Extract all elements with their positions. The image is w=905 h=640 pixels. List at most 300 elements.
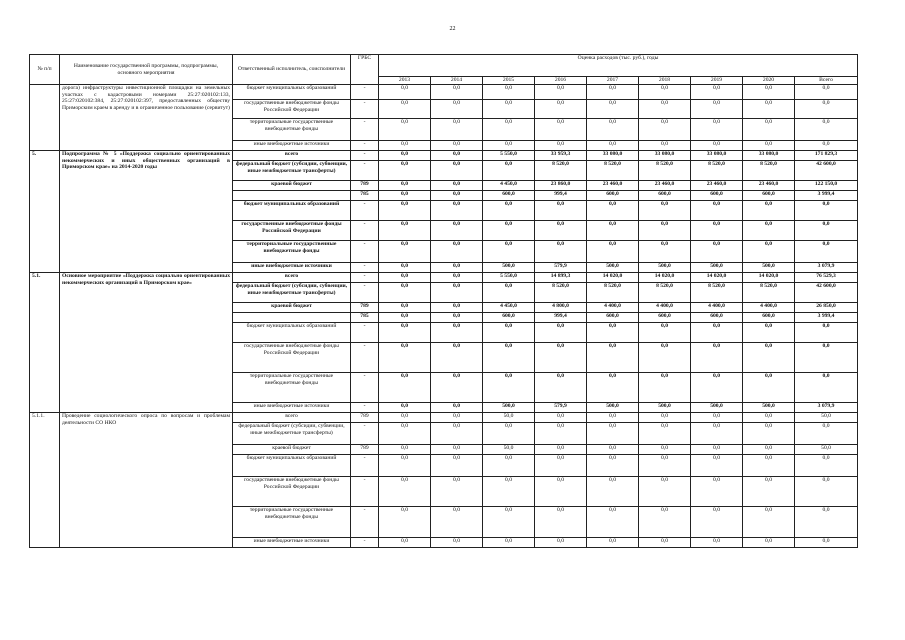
year-value: 0,0: [691, 538, 743, 548]
year-value: 0,0: [743, 85, 795, 100]
funding-source: всего: [233, 273, 351, 283]
row-number: [30, 85, 60, 151]
total-value: 122 150,0: [795, 181, 858, 191]
total-value: 3 079,9: [795, 263, 858, 273]
total-value: 0,0: [795, 85, 858, 100]
year-value: 0,0: [379, 100, 431, 119]
year-value: 500,0: [483, 403, 535, 413]
total-value: 76 529,3: [795, 273, 858, 283]
year-value: 4 450,0: [483, 181, 535, 191]
year-value: 0,0: [431, 507, 483, 538]
year-value: 0,0: [431, 403, 483, 413]
year-value: 0,0: [431, 141, 483, 151]
year-value: 4 800,0: [535, 303, 587, 313]
header-year: 2013: [379, 77, 431, 85]
year-value: 14 020,0: [639, 273, 691, 283]
total-value: 3 999,4: [795, 313, 858, 323]
year-value: 500,0: [483, 263, 535, 273]
grbs-code: -: [351, 151, 379, 161]
year-value: 0,0: [587, 373, 639, 403]
year-value: 0,0: [379, 119, 431, 141]
year-value: 0,0: [743, 507, 795, 538]
year-value: 0,0: [691, 119, 743, 141]
table-row: [30, 413, 858, 423]
total-value: 26 850,0: [795, 303, 858, 313]
table-row: [30, 151, 858, 161]
funding-source: бюджет муниципальных образований: [233, 323, 351, 343]
funding-source: иные внебюджетные источники: [233, 403, 351, 413]
funding-source: государственные внебюджетные фонды Российской Федерации: [233, 100, 351, 119]
year-value: 0,0: [587, 538, 639, 548]
year-value: 0,0: [431, 477, 483, 507]
year-value: 0,0: [431, 181, 483, 191]
year-value: 0,0: [535, 413, 587, 423]
year-value: 500,0: [743, 263, 795, 273]
year-value: 0,0: [431, 201, 483, 221]
year-value: 0,0: [639, 455, 691, 477]
total-value: 0,0: [795, 373, 858, 403]
year-value: 0,0: [691, 445, 743, 455]
year-value: 0,0: [483, 477, 535, 507]
year-value: 0,0: [639, 445, 691, 455]
year-value: 0,0: [743, 477, 795, 507]
year-value: 0,0: [691, 85, 743, 100]
year-value: 0,0: [535, 477, 587, 507]
grbs-code: -: [351, 455, 379, 477]
grbs-code: -: [351, 273, 379, 283]
year-value: 500,0: [639, 403, 691, 413]
year-value: 14 020,0: [743, 273, 795, 283]
year-value: 0,0: [379, 323, 431, 343]
grbs-code: -: [351, 538, 379, 548]
year-value: 0,0: [691, 455, 743, 477]
year-value: 8 520,0: [587, 283, 639, 303]
header-year: 2015: [483, 77, 535, 85]
year-value: 0,0: [587, 477, 639, 507]
year-value: 0,0: [691, 423, 743, 445]
year-value: 33 080,0: [587, 151, 639, 161]
year-value: 600,0: [639, 313, 691, 323]
year-value: 0,0: [535, 373, 587, 403]
total-value: 0,0: [795, 507, 858, 538]
year-value: 0,0: [691, 241, 743, 263]
year-value: 0,0: [639, 507, 691, 538]
funding-source: краевой бюджет: [233, 445, 351, 455]
year-value: 0,0: [431, 273, 483, 283]
grbs-code: -: [351, 100, 379, 119]
year-value: 0,0: [431, 263, 483, 273]
year-value: 0,0: [587, 445, 639, 455]
year-value: 0,0: [535, 141, 587, 151]
year-value: 4 450,0: [483, 303, 535, 313]
header-year: 2018: [639, 77, 691, 85]
year-value: 0,0: [535, 538, 587, 548]
year-value: 0,0: [483, 455, 535, 477]
year-value: 600,0: [639, 191, 691, 201]
table-body: [30, 85, 858, 548]
year-value: 0,0: [431, 413, 483, 423]
year-value: 0,0: [743, 445, 795, 455]
year-value: 0,0: [379, 477, 431, 507]
table-header: [30, 55, 858, 85]
year-value: 0,0: [743, 423, 795, 445]
year-value: 23 460,0: [639, 181, 691, 191]
year-value: 0,0: [379, 283, 431, 303]
year-value: 0,0: [379, 445, 431, 455]
total-value: 0,0: [795, 241, 858, 263]
year-value: 500,0: [743, 403, 795, 413]
program-name: Проведение социологического опроса по вопросам и проблемам деятельности СО НКО: [60, 413, 233, 548]
year-value: 8 520,0: [639, 283, 691, 303]
funding-source: государственные внебюджетные фонды Российской Федерации: [233, 221, 351, 241]
year-value: 0,0: [587, 323, 639, 343]
header-year: 2017: [587, 77, 639, 85]
year-value: 0,0: [535, 201, 587, 221]
header-num: № п/п: [30, 55, 60, 85]
year-value: 0,0: [691, 221, 743, 241]
year-value: 0,0: [743, 221, 795, 241]
grbs-code: -: [351, 477, 379, 507]
year-value: 8 520,0: [743, 283, 795, 303]
year-value: 23 460,0: [587, 181, 639, 191]
funding-source: краевой бюджет: [233, 181, 351, 191]
year-value: 0,0: [691, 141, 743, 151]
year-value: 0,0: [743, 100, 795, 119]
program-name: Основное мероприятие «Поддержка социально ориентированных некоммерческих организаций в Приморском крае»: [60, 273, 233, 413]
year-value: 0,0: [535, 343, 587, 373]
funding-source: иные внебюджетные источники: [233, 141, 351, 151]
year-value: 23 460,0: [691, 181, 743, 191]
year-value: 0,0: [379, 241, 431, 263]
year-value: 0,0: [587, 221, 639, 241]
year-value: 0,0: [379, 191, 431, 201]
year-value: 0,0: [379, 343, 431, 373]
year-value: 0,0: [691, 413, 743, 423]
year-value: 0,0: [639, 343, 691, 373]
header-grbs: ГРБС: [351, 55, 379, 85]
year-value: 600,0: [587, 191, 639, 201]
header-year: 2016: [535, 77, 587, 85]
year-value: 0,0: [743, 413, 795, 423]
year-value: 8 520,0: [743, 161, 795, 181]
year-value: 0,0: [483, 100, 535, 119]
year-value: 0,0: [483, 201, 535, 221]
year-value: 0,0: [587, 423, 639, 445]
funding-source: государственные внебюджетные фонды Российской Федерации: [233, 343, 351, 373]
year-value: 0,0: [379, 507, 431, 538]
year-value: 0,0: [691, 201, 743, 221]
funding-source: федеральный бюджет (субсидии, субвенции, иные межбюджетные трансферты): [233, 161, 351, 181]
grbs-code: 785: [351, 191, 379, 201]
header-year: 2019: [691, 77, 743, 85]
year-value: 600,0: [691, 191, 743, 201]
year-value: 0,0: [379, 413, 431, 423]
year-value: 50,0: [483, 413, 535, 423]
year-value: 0,0: [431, 100, 483, 119]
year-value: 33 080,0: [639, 151, 691, 161]
year-value: 0,0: [535, 119, 587, 141]
row-number: 5.1.: [30, 273, 60, 413]
year-value: 0,0: [483, 373, 535, 403]
total-value: 0,0: [795, 477, 858, 507]
grbs-code: -: [351, 119, 379, 141]
program-name: дорога) инфраструктуры инвестиционной площадки на земельных участках с кадастровыми номерами 25:27:020102:133, 25:27:020102:384, 25:27:020102:397, предоставленных обществу Приморским краем в аренду и в ограниченное пользование (сервитут): [60, 85, 233, 151]
year-value: 0,0: [639, 423, 691, 445]
year-value: 0,0: [743, 119, 795, 141]
total-value: 0,0: [795, 538, 858, 548]
grbs-code: -: [351, 283, 379, 303]
year-value: 0,0: [691, 100, 743, 119]
grbs-code: 789: [351, 303, 379, 313]
year-value: 0,0: [639, 373, 691, 403]
funding-source: федеральный бюджет (субсидии, субвенции, иные межбюджетные трансферты): [233, 283, 351, 303]
year-value: 4 400,0: [691, 303, 743, 313]
total-value: 0,0: [795, 423, 858, 445]
year-value: 0,0: [431, 455, 483, 477]
year-value: 0,0: [743, 455, 795, 477]
year-value: 0,0: [743, 141, 795, 151]
program-name: Подпрограмма № 5 «Поддержка социально ориентированных некоммерческих и иных общественных организаций в Приморском крае» на 2014-2020 годы: [60, 151, 233, 273]
year-value: 999,4: [535, 313, 587, 323]
funding-source: [233, 313, 351, 323]
year-value: 0,0: [379, 141, 431, 151]
year-value: 600,0: [691, 313, 743, 323]
grbs-code: 785: [351, 313, 379, 323]
year-value: 0,0: [379, 538, 431, 548]
grbs-code: -: [351, 161, 379, 181]
year-value: 0,0: [379, 313, 431, 323]
year-value: 0,0: [379, 455, 431, 477]
year-value: 0,0: [431, 85, 483, 100]
total-value: 42 600,0: [795, 283, 858, 303]
total-value: 0,0: [795, 455, 858, 477]
year-value: 8 520,0: [535, 283, 587, 303]
year-value: 0,0: [691, 373, 743, 403]
year-value: 0,0: [431, 373, 483, 403]
total-value: 42 600,0: [795, 161, 858, 181]
funding-source: территориальные государственные внебюджетные фонды: [233, 241, 351, 263]
year-value: 23 460,0: [743, 181, 795, 191]
total-value: 3 999,4: [795, 191, 858, 201]
year-value: 0,0: [431, 221, 483, 241]
year-value: 0,0: [535, 507, 587, 538]
funding-source: краевой бюджет: [233, 303, 351, 313]
header-name: Наименование государственной программы, подпрограммы, основного мероприятия: [60, 55, 233, 85]
year-value: 5 550,0: [483, 273, 535, 283]
grbs-code: -: [351, 507, 379, 538]
year-value: 0,0: [639, 323, 691, 343]
year-value: 0,0: [483, 85, 535, 100]
year-value: 8 520,0: [691, 161, 743, 181]
year-value: 600,0: [483, 191, 535, 201]
year-value: 0,0: [535, 423, 587, 445]
year-value: 0,0: [743, 241, 795, 263]
year-value: 33 959,3: [535, 151, 587, 161]
funding-source: всего: [233, 151, 351, 161]
year-value: 8 520,0: [587, 161, 639, 181]
year-value: 8 520,0: [691, 283, 743, 303]
funding-source: государственные внебюджетные фонды Российской Федерации: [233, 477, 351, 507]
header-total: Всего: [795, 77, 858, 85]
year-value: 0,0: [535, 221, 587, 241]
year-value: 0,0: [535, 100, 587, 119]
funding-source: территориальные государственные внебюджетные фонды: [233, 507, 351, 538]
year-value: 23 860,0: [535, 181, 587, 191]
year-value: 0,0: [483, 283, 535, 303]
year-value: 8 520,0: [535, 161, 587, 181]
year-value: 0,0: [639, 119, 691, 141]
year-value: 0,0: [431, 423, 483, 445]
year-value: 0,0: [483, 538, 535, 548]
year-value: 0,0: [483, 119, 535, 141]
year-value: 0,0: [639, 201, 691, 221]
table-row: [30, 85, 858, 100]
year-value: 0,0: [691, 507, 743, 538]
year-value: 0,0: [483, 507, 535, 538]
page-number: 22: [449, 26, 456, 32]
year-value: 0,0: [535, 455, 587, 477]
funding-source: территориальные государственные внебюджетные фонды: [233, 119, 351, 141]
header-responsible: Ответственный исполнитель, соисполнители: [233, 55, 351, 85]
grbs-code: 789: [351, 445, 379, 455]
year-value: 0,0: [379, 303, 431, 313]
year-value: 0,0: [639, 100, 691, 119]
budget-table: [29, 54, 858, 548]
grbs-code: -: [351, 343, 379, 373]
grbs-code: -: [351, 323, 379, 343]
year-value: 0,0: [431, 161, 483, 181]
year-value: 0,0: [587, 119, 639, 141]
row-number: 5.: [30, 151, 60, 273]
header-year: 2020: [743, 77, 795, 85]
total-value: 0,0: [795, 221, 858, 241]
year-value: 0,0: [431, 323, 483, 343]
year-value: 0,0: [691, 477, 743, 507]
grbs-code: -: [351, 373, 379, 403]
year-value: 0,0: [431, 119, 483, 141]
year-value: 0,0: [587, 201, 639, 221]
year-value: 500,0: [691, 403, 743, 413]
year-value: 0,0: [587, 85, 639, 100]
grbs-code: -: [351, 85, 379, 100]
year-value: 500,0: [587, 403, 639, 413]
year-value: 0,0: [535, 445, 587, 455]
year-value: 0,0: [483, 323, 535, 343]
year-value: 500,0: [587, 263, 639, 273]
funding-source: всего: [233, 413, 351, 423]
table-row: [30, 273, 858, 283]
year-value: 600,0: [743, 191, 795, 201]
year-value: 600,0: [483, 313, 535, 323]
total-value: 50,0: [795, 445, 858, 455]
header-year: 2014: [431, 77, 483, 85]
year-value: 0,0: [639, 85, 691, 100]
year-value: 0,0: [587, 241, 639, 263]
year-value: 0,0: [483, 241, 535, 263]
year-value: 0,0: [639, 477, 691, 507]
year-value: 0,0: [639, 538, 691, 548]
grbs-code: -: [351, 263, 379, 273]
year-value: 0,0: [379, 85, 431, 100]
funding-source: иные внебюджетные источники: [233, 538, 351, 548]
grbs-code: 789: [351, 413, 379, 423]
year-value: 0,0: [431, 151, 483, 161]
year-value: 0,0: [431, 191, 483, 201]
year-value: 579,9: [535, 403, 587, 413]
year-value: 0,0: [587, 413, 639, 423]
total-value: 0,0: [795, 141, 858, 151]
year-value: 0,0: [431, 283, 483, 303]
year-value: 0,0: [379, 373, 431, 403]
year-value: 0,0: [587, 100, 639, 119]
funding-source: федеральный бюджет (субсидии, субвенции, иные межбюджетные трансферты): [233, 423, 351, 445]
year-value: 999,4: [535, 191, 587, 201]
year-value: 0,0: [379, 273, 431, 283]
year-value: 4 400,0: [587, 303, 639, 313]
year-value: 0,0: [379, 221, 431, 241]
year-value: 0,0: [379, 201, 431, 221]
year-value: 5 550,0: [483, 151, 535, 161]
grbs-code: -: [351, 403, 379, 413]
year-value: 500,0: [639, 263, 691, 273]
year-value: 0,0: [483, 221, 535, 241]
total-value: 0,0: [795, 201, 858, 221]
funding-source: иные внебюджетные источники: [233, 263, 351, 273]
year-value: 0,0: [691, 343, 743, 373]
year-value: 0,0: [743, 538, 795, 548]
year-value: 0,0: [431, 313, 483, 323]
total-value: 171 829,3: [795, 151, 858, 161]
year-value: 0,0: [379, 403, 431, 413]
year-value: 0,0: [431, 445, 483, 455]
total-value: 50,0: [795, 413, 858, 423]
year-value: 0,0: [483, 161, 535, 181]
total-value: 0,0: [795, 119, 858, 141]
header-estimate: Оценка расходов (тыс. руб.), годы: [379, 55, 858, 77]
grbs-code: -: [351, 201, 379, 221]
funding-source: бюджет муниципальных образований: [233, 85, 351, 100]
grbs-code: -: [351, 241, 379, 263]
year-value: 33 080,0: [743, 151, 795, 161]
year-value: 14 020,0: [691, 273, 743, 283]
grbs-code: -: [351, 221, 379, 241]
year-value: 0,0: [535, 323, 587, 343]
total-value: 0,0: [795, 323, 858, 343]
year-value: 0,0: [431, 343, 483, 373]
funding-source: территориальные государственные внебюджетные фонды: [233, 373, 351, 403]
year-value: 4 400,0: [639, 303, 691, 313]
year-value: 0,0: [691, 323, 743, 343]
year-value: 0,0: [379, 263, 431, 273]
year-value: 4 400,0: [743, 303, 795, 313]
year-value: 600,0: [587, 313, 639, 323]
year-value: 0,0: [483, 141, 535, 151]
year-value: 0,0: [431, 538, 483, 548]
year-value: 0,0: [639, 413, 691, 423]
year-value: 0,0: [587, 455, 639, 477]
year-value: 579,9: [535, 263, 587, 273]
year-value: 0,0: [379, 161, 431, 181]
year-value: 0,0: [639, 141, 691, 151]
grbs-code: 789: [351, 181, 379, 191]
year-value: 0,0: [587, 141, 639, 151]
year-value: 0,0: [379, 151, 431, 161]
year-value: 0,0: [379, 423, 431, 445]
year-value: 33 080,0: [691, 151, 743, 161]
year-value: 600,0: [743, 313, 795, 323]
year-value: 50,0: [483, 445, 535, 455]
year-value: 14 020,0: [587, 273, 639, 283]
